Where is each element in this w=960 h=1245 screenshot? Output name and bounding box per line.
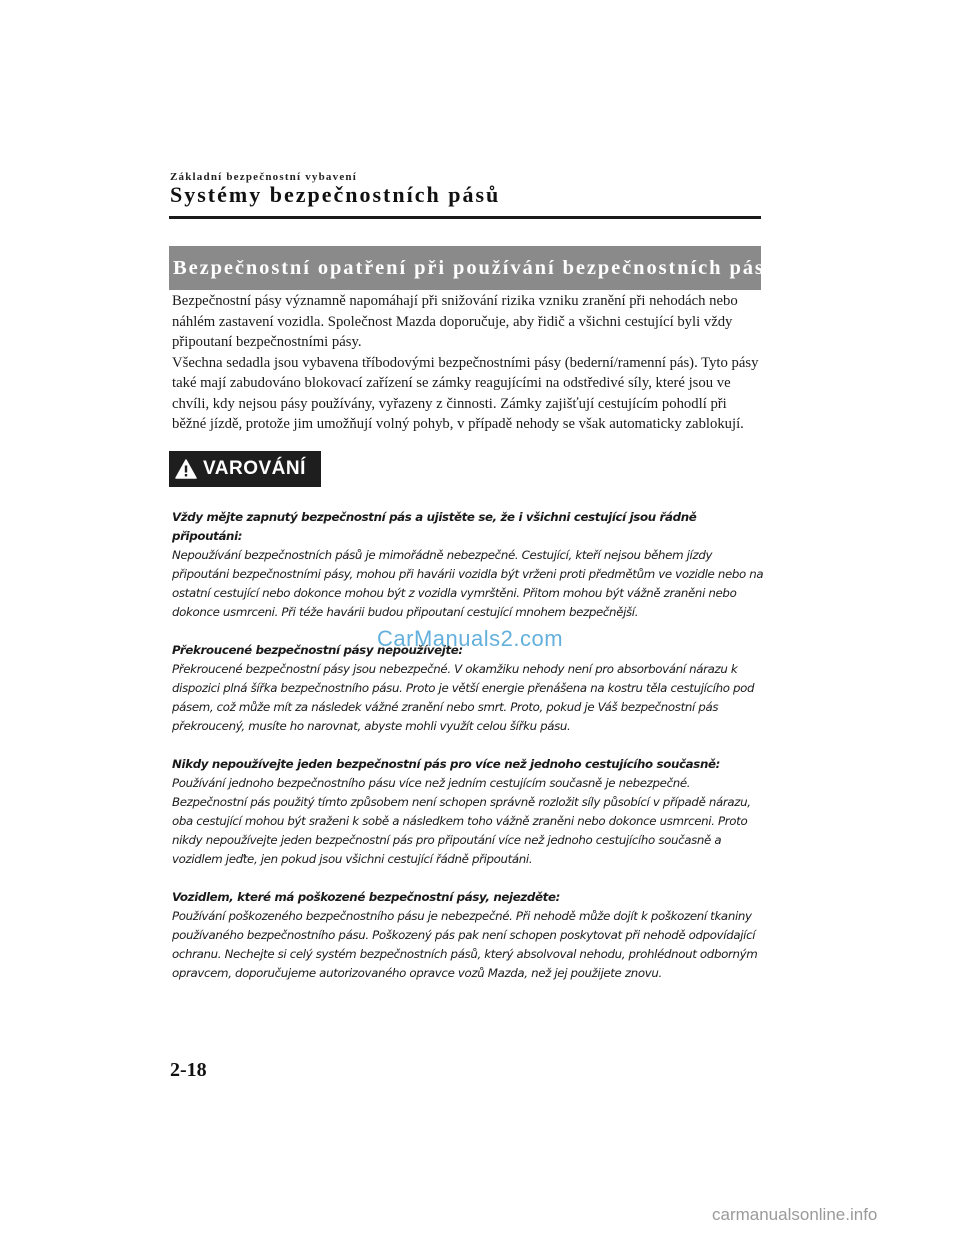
intro-paragraph: Bezpečnostní pásy významně napomáhají při snižování rizika vzniku zranění při nehodách nebo náhlém zastavení vozidla. Společnost Mazda doporučuje, aby řidič a všichni cestující byli vždy připoutaní bezpečnostními pásy. [172, 293, 738, 350]
footer-link[interactable]: carmanualsonline.info [712, 1205, 878, 1224]
section-title-banner: Bezpečnostní opatření při používání bezpečnostních pásů [169, 246, 761, 290]
warning-badge [169, 451, 321, 487]
warning-item-text: Překroucené bezpečnostní pásy jsou nebezpečné. V okamžiku nehody není pro absorbování nárazu k dispozici plná šířka bezpečnostního pásu. Proto je větší energie přenášena na kostru těla cestujícího pod pásem, což může mít za následek vážné zranění nebo smrt. Proto, pokud je Váš bezpečnostní pás překroucený, musíte ho narovnat, abyste mohli využít celou šířku pásu. [172, 662, 755, 733]
warning-item [172, 508, 767, 622]
page-title: Systémy bezpečnostních pásů [170, 182, 501, 207]
warning-item-title: Vždy mějte zapnutý bezpečnostní pás a ujistěte se, že i všichni cestující jsou řádně připoutáni: [172, 510, 697, 543]
warning-label: VAROVÁNÍ [203, 458, 306, 479]
header-rule [169, 216, 761, 219]
warning-item-text: Nepoužívání bezpečnostních pásů je mimořádně nebezpečné. Cestující, kteří nejsou během jízdy připoutáni bezpečnostními pásy, mohou při havárii vozidla být vrženi proti předmětům ve vozidle nebo na ostatní cestující nebo dokonce mohou být z vozidla vymrštěni. Přitom mohou být vážně zraněni nebo dokonce usmrceni. Při téže havárii budou připoutaní cestující mnohem bezpečnější. [172, 548, 764, 619]
warning-item-title: Překroucené bezpečnostní pásy nepoužívejte: [172, 643, 463, 657]
warning-item [172, 641, 767, 736]
page-number: 2-18 [170, 1059, 207, 1081]
watermark: CarManuals2.com [377, 626, 564, 651]
warning-item-title: Vozidlem, které má poškozené bezpečnostní pásy, nejezděte: [172, 890, 560, 904]
warning-item-text: Používání poškozeného bezpečnostního pásu je nebezpečné. Při nehodě může dojít k poškození tkaniny používaného bezpečnostního pásu. Poškozený pás pak není schopen poskytovat při nehodě odpovídající ochranu. Nechejte si celý systém bezpečnostních pásů, který absolvoval nehodu, prohlédnout odborným opravcem, doporučujeme autorizovaného opravce vozů Mazda, než jej použijete znovu. [172, 909, 758, 980]
chapter-label: Základní bezpečnostní vybavení [170, 171, 357, 183]
warning-item-title: Nikdy nepoužívejte jeden bezpečnostní pás pro více než jednoho cestujícího současně: [172, 757, 721, 771]
warning-item [172, 888, 767, 983]
warning-list [172, 508, 767, 1002]
warning-item [172, 755, 767, 869]
warning-triangle-icon [175, 459, 197, 479]
intro-text [172, 291, 764, 435]
intro-paragraph: Všechna sedadla jsou vybavena tříbodovými bezpečnostními pásy (bederní/ramenní pás). Tyto pásy také mají zabudováno blokovací zařízení se zámky reagujícími na odstředivé síly, které jsou ve chvíli, kdy nejsou pásy používány, vyřazeny z činnosti. Zámky zajišťují cestujícím pohodlí při běžné jízdě, protože jim umožňují volný pohyb, v případě nehody se však automaticky zablokují. [172, 354, 759, 432]
warning-item-text: Používání jednoho bezpečnostního pásu více než jedním cestujícím současně je nebezpečné. Bezpečnostní pás použitý tímto způsobem není schopen správně rozložit síly působící v případě nárazu, oba cestující mohou být sraženi k sobě a následkem toho vážně zraněni nebo dokonce usmrceni. Proto nikdy nepoužívejte jeden bezpečnostní pás pro připoutání více než jednoho cestujícího současně a vozidlem jeďte, jen pokud jsou všichni cestující řádně připoutáni. [172, 776, 751, 866]
